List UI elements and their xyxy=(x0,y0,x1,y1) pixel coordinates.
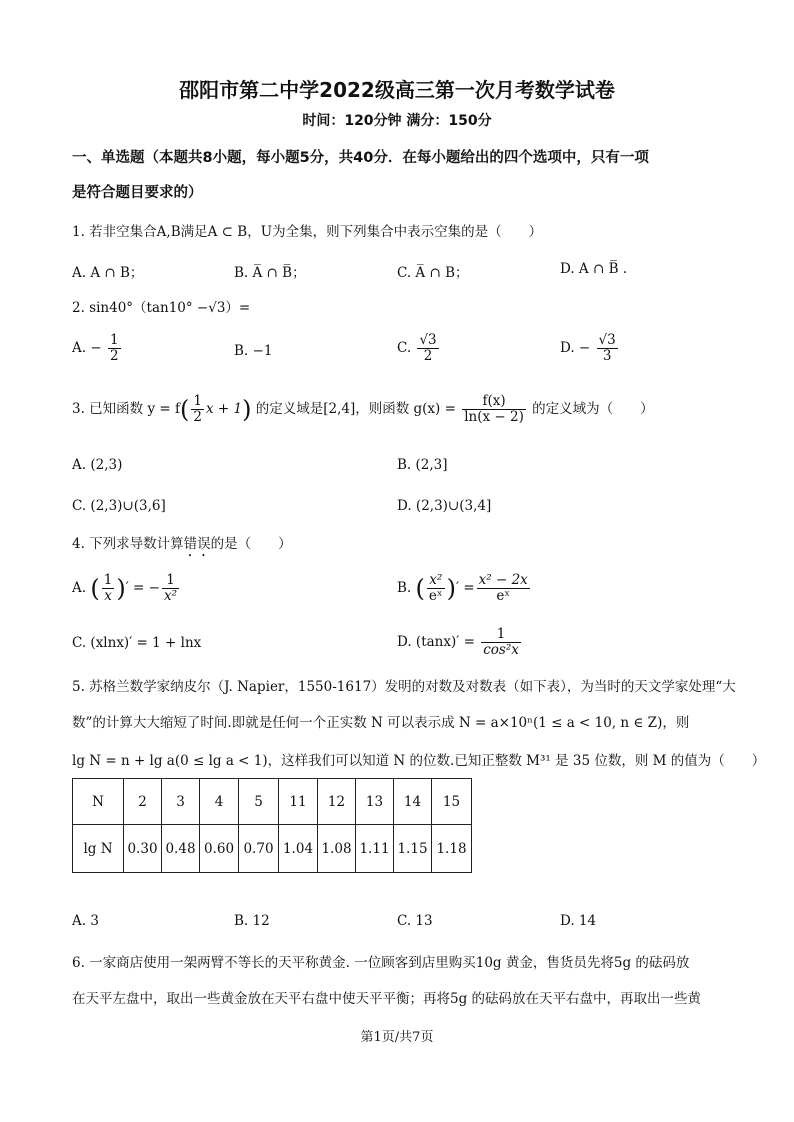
fraction-2 xyxy=(477,573,530,604)
table-cell: 5 xyxy=(239,779,279,825)
numerator: x² − 2x xyxy=(478,572,528,588)
numerator: 1 xyxy=(481,627,521,643)
table-cell: 0.30 xyxy=(124,825,162,873)
denominator: 3 xyxy=(602,348,612,364)
numerator: 1 xyxy=(103,572,113,588)
left-paren: ( xyxy=(90,574,100,603)
table-cell: 3 xyxy=(162,779,200,825)
question-4-stem xyxy=(72,532,292,560)
table-cell: 12 xyxy=(318,779,356,825)
option-prefix: B. xyxy=(397,580,412,596)
numerator: 1 xyxy=(109,332,119,348)
denominator: eˣ xyxy=(428,588,443,604)
stem-post: 的是（ ） xyxy=(210,536,292,552)
question-6-line-2: 在天平左盘中，取出一些黄金放在天平右盘中使天平平衡；再将5g 的砝码放在天平右盘中，再取出一些黄 xyxy=(72,991,702,1007)
right-paren: ) xyxy=(446,574,456,603)
question-5-line-1: 5. 苏格兰数学家纳皮尔（J. Napier，1550-1617）发明的对数及对数表（如下表），为当时的天文学家处理“大 xyxy=(72,679,736,695)
question-5-option-a: A. 3 xyxy=(72,913,99,929)
stem-part-2: 的定义域是[2,4]，则函数 g(x) = xyxy=(255,401,456,417)
table-cell: 11 xyxy=(279,779,318,825)
question-1-option-c: C. A̅ ∩ B； xyxy=(397,265,469,281)
question-3-option-c: C. (2,3)∪(3,6] xyxy=(72,498,166,514)
table-cell: 1.15 xyxy=(394,825,432,873)
question-2-option-a xyxy=(72,333,123,364)
equals: ′ = xyxy=(455,580,475,596)
question-3-option-a: A. (2,3) xyxy=(72,457,123,473)
question-5-option-b: B. 12 xyxy=(234,913,270,929)
question-1-option-d: D. A ∩ B̅ . xyxy=(560,261,628,277)
denominator: x² xyxy=(163,588,177,604)
option-c-fraction xyxy=(417,333,438,364)
table-cell: 15 xyxy=(432,779,472,825)
question-1-option-a: A. A ∩ B； xyxy=(72,265,144,281)
question-4-option-a xyxy=(72,573,181,604)
question-2-stem: 2. sin40°（tan10° −√3）= xyxy=(72,300,251,316)
section-heading-line2: 是符合题目要求的） xyxy=(72,185,203,201)
question-1-stem: 1. 若非空集合A,B满足A ⊂ B，U为全集，则下列集合中表示空集的是（ ） xyxy=(72,224,543,240)
stem-part-1: 3. 已知函数 y = f xyxy=(72,401,180,417)
left-paren: ( xyxy=(179,395,190,424)
option-prefix: A. xyxy=(72,580,87,596)
question-5-line-2: 数”的计算大大缩短了时间.即就是任何一个正实数 N 可以表示成 N = a×10ⁿ(1 ≤ a < 10, n ∈ Z)，则 xyxy=(72,715,690,731)
table-cell: 0.48 xyxy=(162,825,200,873)
numerator: f(x) xyxy=(462,394,526,410)
stem-emphasis: 错误 xyxy=(183,536,211,552)
option-a-prefix: A. − xyxy=(72,340,102,356)
equals: ′ = − xyxy=(125,580,160,596)
option-c-prefix: C. xyxy=(397,340,412,356)
question-6-line-1: 6. 一家商店使用一架两臂不等长的天平称黄金. 一位顾客到店里购买10g 黄金，售货员先将5g 的砝码放 xyxy=(72,955,690,971)
inner-tail: x + 1 xyxy=(205,401,243,417)
numerator: 1 xyxy=(162,573,179,589)
question-4-option-b xyxy=(397,573,532,604)
question-2-option-c xyxy=(397,333,441,364)
question-3-option-d: D. (2,3)∪(3,4] xyxy=(397,498,492,514)
denominator: eˣ xyxy=(496,588,511,604)
left-paren: ( xyxy=(415,574,425,603)
numerator: √3 xyxy=(419,332,437,348)
g-fraction xyxy=(462,394,526,425)
option-prefix: D. (tanx)′ = xyxy=(397,634,475,650)
table-cell: 4 xyxy=(200,779,239,825)
question-2-option-b: B. −1 xyxy=(234,343,273,359)
denominator: 2 xyxy=(423,348,433,364)
question-5-option-c: C. 13 xyxy=(397,913,433,929)
table-cell: 2 xyxy=(124,779,162,825)
table-cell: 14 xyxy=(394,779,432,825)
table-cell: lg N xyxy=(73,825,124,873)
denominator: 2 xyxy=(109,348,119,364)
page-title: 邵阳市第二中学2022级高三第一次月考数学试卷 xyxy=(179,78,615,102)
option-a-fraction xyxy=(108,333,121,364)
fraction-2 xyxy=(162,573,179,604)
table-cell: 13 xyxy=(356,779,394,825)
table-cell: 1.11 xyxy=(356,825,394,873)
option-d-prefix: D. − xyxy=(560,340,591,356)
question-4-option-c: C. (xlnx)′ = 1 + lnx xyxy=(72,635,202,651)
table-cell: 1.18 xyxy=(432,825,472,873)
table-row-n xyxy=(73,779,472,825)
inner-fraction xyxy=(191,394,204,425)
stem-pre: 4. 下列求导数计算 xyxy=(72,536,184,552)
fraction-1 xyxy=(427,573,445,604)
numerator: 1 xyxy=(193,393,202,409)
page-footer: 第1页/共7页 xyxy=(360,1030,434,1045)
question-2-option-d xyxy=(560,333,620,364)
table-row-lgn xyxy=(73,825,472,873)
exam-info: 时间：120分钟 满分：150分 xyxy=(302,113,492,129)
numerator: x² xyxy=(427,573,445,589)
question-4-option-d xyxy=(397,627,523,658)
denominator: x xyxy=(104,588,112,604)
right-paren: ) xyxy=(242,395,252,424)
option-d-fraction xyxy=(597,333,618,364)
table-cell: 0.60 xyxy=(200,825,239,873)
table-cell: 1.08 xyxy=(318,825,356,873)
denominator: ln(x − 2) xyxy=(464,409,524,425)
table-cell: N xyxy=(73,779,124,825)
fraction xyxy=(481,627,521,658)
stem-part-3: 的定义域为（ ） xyxy=(532,401,654,417)
numerator: √3 xyxy=(598,332,616,348)
section-heading-line1: 一、单选题（本题共8小题，每小题5分，共40分．在每小题给出的四个选项中，只有一项 xyxy=(72,150,649,166)
question-3-stem xyxy=(72,394,654,425)
question-1-option-b: B. A̅ ∩ B̅； xyxy=(234,265,306,281)
question-3-option-b: B. (2,3] xyxy=(397,457,448,473)
question-5-line-3: lg N = n + lg a(0 ≤ lg a < 1)，这样我们可以知道 N 的位数.已知正整数 M³¹ 是 35 位数，则 M 的值为（ ） xyxy=(72,753,766,769)
question-5-option-d: D. 14 xyxy=(560,913,597,929)
right-paren: ) xyxy=(116,574,126,603)
fraction-1 xyxy=(102,573,115,604)
table-cell: 0.70 xyxy=(239,825,279,873)
denominator: cos²x xyxy=(483,642,519,658)
table-cell: 1.04 xyxy=(279,825,318,873)
log-table xyxy=(72,778,472,873)
denominator: 2 xyxy=(193,409,202,425)
